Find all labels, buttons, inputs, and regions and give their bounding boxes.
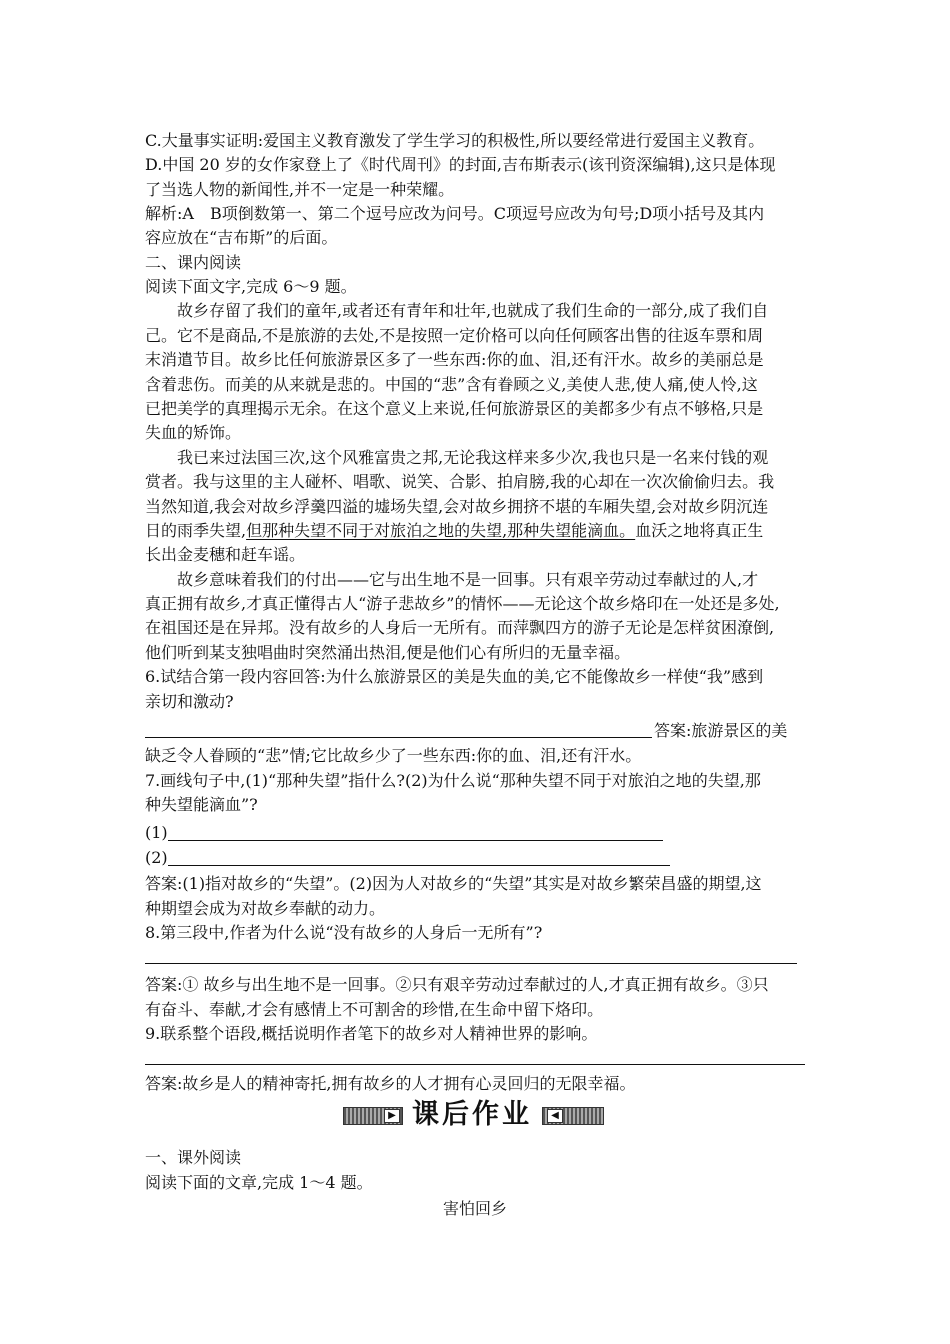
answer-blank-9 [145,1064,805,1065]
answer-6-line1: 答案:旅游景区的美 [654,721,788,740]
question-8: 8.第三段中,作者为什么说“没有故乡的人身后一无所有”? [145,923,543,942]
para2-line4 [145,518,810,543]
para3-line2: 真正拥有故乡,才真正懂得古人“游子悲故乡”的情怀——无论这个故乡烙印在一处还是多处, [145,594,780,613]
para2-line4-end: 血沃之地将真正生 [635,521,764,540]
underlined-sentence: 但那种失望不同于对旅泊之地的失望,那种失望能滴血。 [246,521,636,540]
para1-line5: 已把美学的真理揭示无余。在这个意义上来说,任何旅游景区的美都多少有点不够格,只是 [145,399,764,418]
section-heading-extracurricular: 一、课外阅读 [145,1148,242,1167]
answer-blank-7-2 [168,865,670,866]
analysis-line2: 容应放在“吉布斯”的后面。 [145,228,338,247]
play-left-icon: ◀ [547,1109,563,1123]
answer-blank-8 [145,963,797,964]
article-title: 害怕回乡 [442,1199,507,1218]
answer-9: 答案:故乡是人的精神寄托,拥有故乡的人才拥有心灵回归的无限幸福。 [145,1074,636,1093]
blank-label-2: (2) [145,848,168,867]
answer-blank-7-1 [168,840,663,841]
para3-line4: 他们听到某支独唱曲时突然涌出热泪,便是他们心有所归的无量幸福。 [145,643,631,662]
para3-line1: 故乡意味着我们的付出——它与出生地不是一回事。只有艰辛劳动过奉献过的人,才 [177,570,759,589]
para1-line1: 故乡存留了我们的童年,或者还有青年和壮年,也就成了我们生命的一部分,成了我们自 [177,301,769,320]
question-7-line1: 7.画线句子中,(1)“那种失望”指什么?(2)为什么说“那种失望不同于对旅泊之地的失望,那 [145,771,761,790]
para1-line2: 己。它不是商品,不是旅游的去处,不是按照一定价格可以向任何顾客出售的往返车票和周 [145,326,764,345]
extracurricular-instruction: 阅读下面的文章,完成 1～4 题。 [145,1173,373,1192]
answer-blank-6 [145,737,652,738]
answer-8-line2: 有奋斗、奉献,才会有感情上不可割舍的珍惜,在生命中留下烙印。 [145,1000,604,1019]
question-6-line2: 亲切和激动? [145,692,234,711]
banner-right-band [542,1107,604,1125]
answer-6-line2: 缺乏令人眷顾的“悲”情;它比故乡少了一些东西:你的血、泪,还有汗水。 [145,746,642,765]
banner-left-band [343,1107,403,1125]
para1-line6: 失血的矫饰。 [145,423,242,442]
option-c: C.大量事实证明:爱国主义教育激发了学生学习的积极性,所以要经常进行爱国主义教育。 [145,131,765,150]
homework-banner [343,1098,603,1132]
question-9: 9.联系整个语段,概括说明作者笔下的故乡对人精神世界的影响。 [145,1024,598,1043]
option-d-line2: 了当选人物的新闻性,并不一定是一种荣耀。 [145,180,455,199]
para2-line1: 我已来过法国三次,这个风雅富贵之邦,无论我这样来多少次,我也只是一名来付钱的观 [177,448,769,467]
reading-instruction: 阅读下面文字,完成 6～9 题。 [145,277,357,296]
para1-line4: 含着悲伤。而美的从来就是悲的。中国的“悲”含有眷顾之义,美使人悲,使人痛,使人怜,这 [145,375,758,394]
para2-line3: 当然知道,我会对故乡浮羹四溢的墟场失望,会对故乡拥挤不堪的车厢失望,会对故乡阴沉连 [145,497,769,516]
para1-line3: 末消遣节目。故乡比任何旅游景区多了一些东西:你的血、泪,还有汗水。故乡的美丽总是 [145,350,764,369]
blank-label-1: (1) [145,823,168,842]
question-6-line1: 6.试结合第一段内容回答:为什么旅游景区的美是失血的美,它不能像故乡一样使“我”感到 [145,667,764,686]
para2-line2: 赏者。我与这里的主人碰杯、唱歌、说笑、合影、拍肩膀,我的心却在一次次偷偷归去。我 [145,472,775,491]
play-right-icon: ▶ [384,1109,400,1123]
para2-line5: 长出金麦穗和赶车谣。 [145,545,306,564]
para2-line4-start: 日的雨季失望, [145,521,247,540]
analysis-line1: 解析:A B项倒数第一、第二个逗号应改为问号。C项逗号应改为句号;D项小括号及其内 [145,204,765,223]
option-d-line1: D.中国 20 岁的女作家登上了《时代周刊》的封面,吉布斯表示(该刊资深编辑),这只是体现 [145,155,776,174]
para3-line3: 在祖国还是在异邦。没有故乡的人身后一无所有。而萍飘四方的游子无论是怎样贫困潦倒, [145,618,775,637]
section-heading-in-class: 二、课内阅读 [145,253,242,272]
answer-7-line1: 答案:(1)指对故乡的“失望”。(2)因为人对故乡的“失望”其实是对故乡繁荣昌盛的期望,这 [145,874,762,893]
banner-title: 课后作业 [412,1099,532,1130]
answer-7-line2: 种期望会成为对故乡奉献的动力。 [145,899,386,918]
answer-8-line1: 答案:① 故乡与出生地不是一回事。②只有艰辛劳动过奉献过的人,才真正拥有故乡。③只 [145,975,769,994]
question-7-line2: 种失望能滴血”? [145,795,258,814]
